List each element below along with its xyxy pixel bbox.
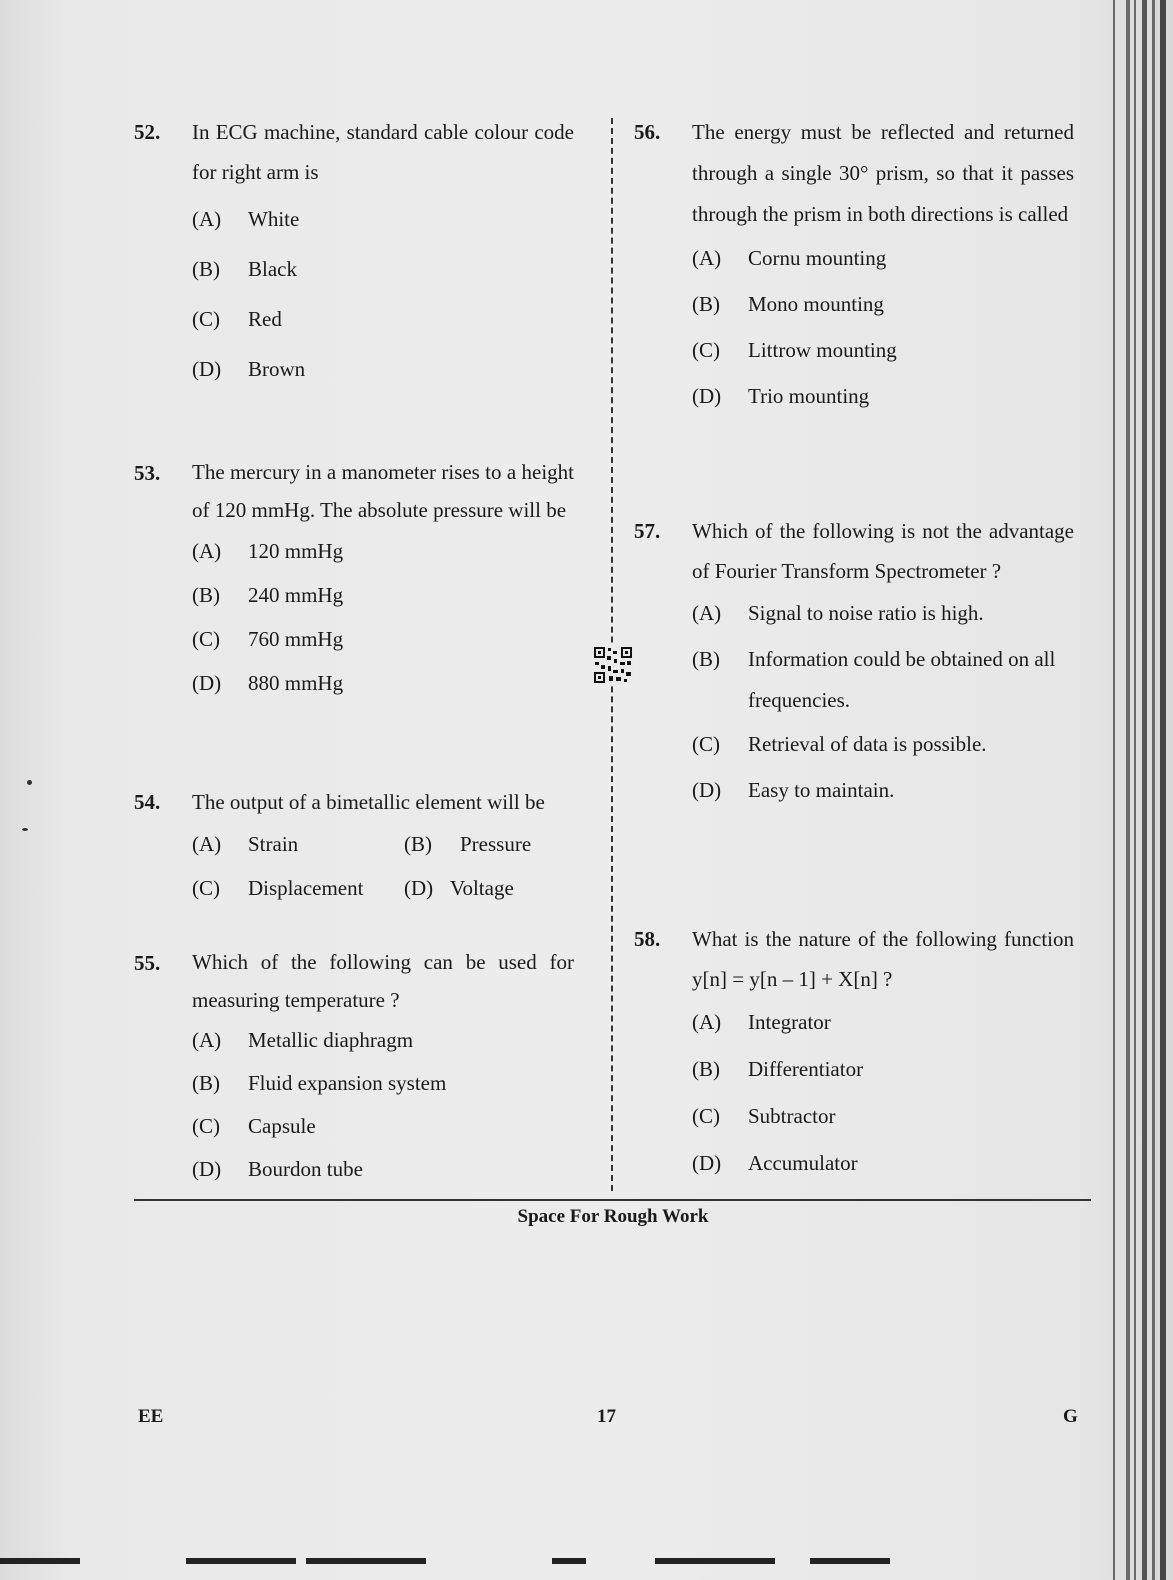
option-text: Signal to noise ratio is high.	[748, 601, 984, 625]
question-55	[134, 943, 574, 1191]
option-text: Voltage	[450, 876, 514, 900]
option-label: (C)	[192, 307, 220, 331]
binding-line	[1134, 0, 1136, 1580]
option-text: 120 mmHg	[248, 539, 344, 563]
option-label: (D)	[192, 1157, 222, 1181]
question-text: The output of a bimetallic element will be	[192, 790, 545, 814]
question-number: 57.	[634, 519, 661, 543]
option-text: Displacement	[248, 876, 364, 900]
option	[692, 1046, 1074, 1093]
option-label: (D)	[192, 671, 222, 695]
option	[692, 1140, 1074, 1187]
scan-speck	[22, 828, 28, 831]
option-label: (C)	[692, 1104, 720, 1128]
option	[192, 1062, 574, 1105]
option-text: Red	[248, 307, 282, 331]
option	[192, 1148, 574, 1191]
option-label: (B)	[692, 647, 720, 671]
option-text: Information could be obtained on all frequencies.	[748, 647, 1056, 712]
option	[192, 661, 574, 705]
option	[692, 591, 1074, 635]
question-text: The mercury in a manometer rises to a height of 120 mmHg. The absolute pressure will be	[192, 460, 574, 522]
option-label: (A)	[692, 601, 722, 625]
option-text: Cornu mounting	[748, 246, 887, 270]
option-text: Black	[248, 257, 297, 281]
option	[192, 244, 574, 294]
option-label: (B)	[692, 292, 720, 316]
option-text: Integrator	[748, 1010, 831, 1034]
option-label: (D)	[692, 1151, 722, 1175]
question-number: 58.	[634, 927, 661, 951]
qr-code-icon	[593, 646, 633, 684]
option	[692, 767, 1074, 813]
option-text: Capsule	[248, 1114, 316, 1138]
option-label: (D)	[404, 876, 434, 900]
option-label: (B)	[692, 1057, 720, 1081]
option-label: (C)	[192, 627, 220, 651]
option-text: Bourdon tube	[248, 1157, 363, 1181]
option	[192, 573, 574, 617]
question-57	[634, 511, 1074, 813]
page-number: 17	[597, 1406, 616, 1427]
option-text: 880 mmHg	[248, 671, 344, 695]
option	[192, 617, 574, 661]
option-label: (B)	[192, 1071, 220, 1095]
option-label: (D)	[192, 357, 222, 381]
scan-edge	[810, 1558, 890, 1564]
scan-edge	[552, 1558, 586, 1564]
scan-edge	[306, 1558, 426, 1564]
option-label: (B)	[192, 583, 220, 607]
option-text: Accumulator	[748, 1151, 858, 1175]
question-number: 54.	[134, 790, 161, 814]
option	[692, 999, 1074, 1046]
option	[692, 1093, 1074, 1140]
option	[692, 281, 1074, 327]
option	[192, 1019, 574, 1062]
option-text: Retrieval of data is possible.	[748, 732, 987, 756]
question-text: The energy must be reflected and returned through a single 30° prism, so that it passes through the prism in both directions is called	[692, 120, 1074, 226]
rough-work-rule	[134, 1199, 1091, 1201]
binding-line	[1113, 0, 1115, 1580]
option-text: Trio mounting	[748, 384, 870, 408]
question-text: What is the nature of the following function y[n] = y[n – 1] + X[n] ?	[692, 927, 1074, 991]
question-58	[634, 919, 1074, 1187]
option-text: Mono mounting	[748, 292, 884, 316]
option-label: (A)	[692, 1010, 722, 1034]
option-label: (D)	[692, 384, 722, 408]
option-label: (B)	[404, 832, 432, 856]
option-text: Pressure	[460, 832, 532, 856]
option	[192, 294, 574, 344]
option	[692, 327, 1074, 373]
option	[692, 373, 1074, 419]
question-number: 56.	[634, 120, 661, 144]
option-text: Easy to maintain.	[748, 778, 895, 802]
option	[692, 639, 1074, 721]
option	[192, 529, 574, 573]
question-text: Which of the following is not the advantage of Fourier Transform Spectrometer ?	[692, 519, 1074, 583]
option	[192, 1105, 574, 1148]
option-text: Differentiator	[748, 1057, 864, 1081]
option-text: 760 mmHg	[248, 627, 344, 651]
scan-edge	[186, 1558, 296, 1564]
question-52	[134, 112, 574, 394]
scan-edge	[0, 1558, 80, 1564]
footer-series-code: G	[1063, 1406, 1078, 1427]
option-label: (A)	[692, 246, 722, 270]
binding-line	[1126, 0, 1130, 1580]
option	[192, 344, 574, 394]
option-label: (A)	[192, 207, 222, 231]
option-text: Littrow mounting	[748, 338, 897, 362]
option-text: Subtractor	[748, 1104, 836, 1128]
scan-speck	[27, 780, 32, 785]
option-text: 240 mmHg	[248, 583, 344, 607]
option-label: (C)	[692, 338, 720, 362]
option-label: (A)	[192, 1028, 222, 1052]
option-label: (D)	[692, 778, 722, 802]
option-label: (C)	[192, 1114, 220, 1138]
question-54	[134, 782, 574, 910]
option-row	[192, 822, 574, 866]
binding-line	[1142, 0, 1147, 1580]
question-text: Which of the following can be used for measuring temperature ?	[192, 950, 574, 1012]
question-text: In ECG machine, standard cable colour code for right arm is	[192, 120, 574, 184]
question-number: 52.	[134, 120, 161, 144]
option-text: Brown	[248, 357, 306, 381]
option-label: (A)	[192, 539, 222, 563]
scan-edge	[655, 1558, 775, 1564]
option	[692, 235, 1074, 281]
binding-line	[1160, 0, 1166, 1580]
binding-line	[1152, 0, 1155, 1580]
option-text: White	[248, 207, 300, 231]
option-label: (A)	[192, 832, 222, 856]
option-text: Metallic diaphragm	[248, 1028, 414, 1052]
option	[692, 721, 1074, 767]
question-number: 55.	[134, 951, 161, 975]
option	[192, 194, 574, 244]
question-number: 53.	[134, 461, 161, 485]
option-text: Strain	[248, 832, 299, 856]
option-label: (C)	[692, 732, 720, 756]
option-label: (C)	[192, 876, 220, 900]
option-label: (B)	[192, 257, 220, 281]
question-56	[634, 112, 1074, 419]
question-53	[134, 453, 574, 705]
option-row	[192, 866, 574, 910]
option-text: Fluid expansion system	[248, 1071, 447, 1095]
footer-subject-code: EE	[138, 1406, 164, 1427]
rough-work-label: Space For Rough Work	[517, 1206, 709, 1227]
